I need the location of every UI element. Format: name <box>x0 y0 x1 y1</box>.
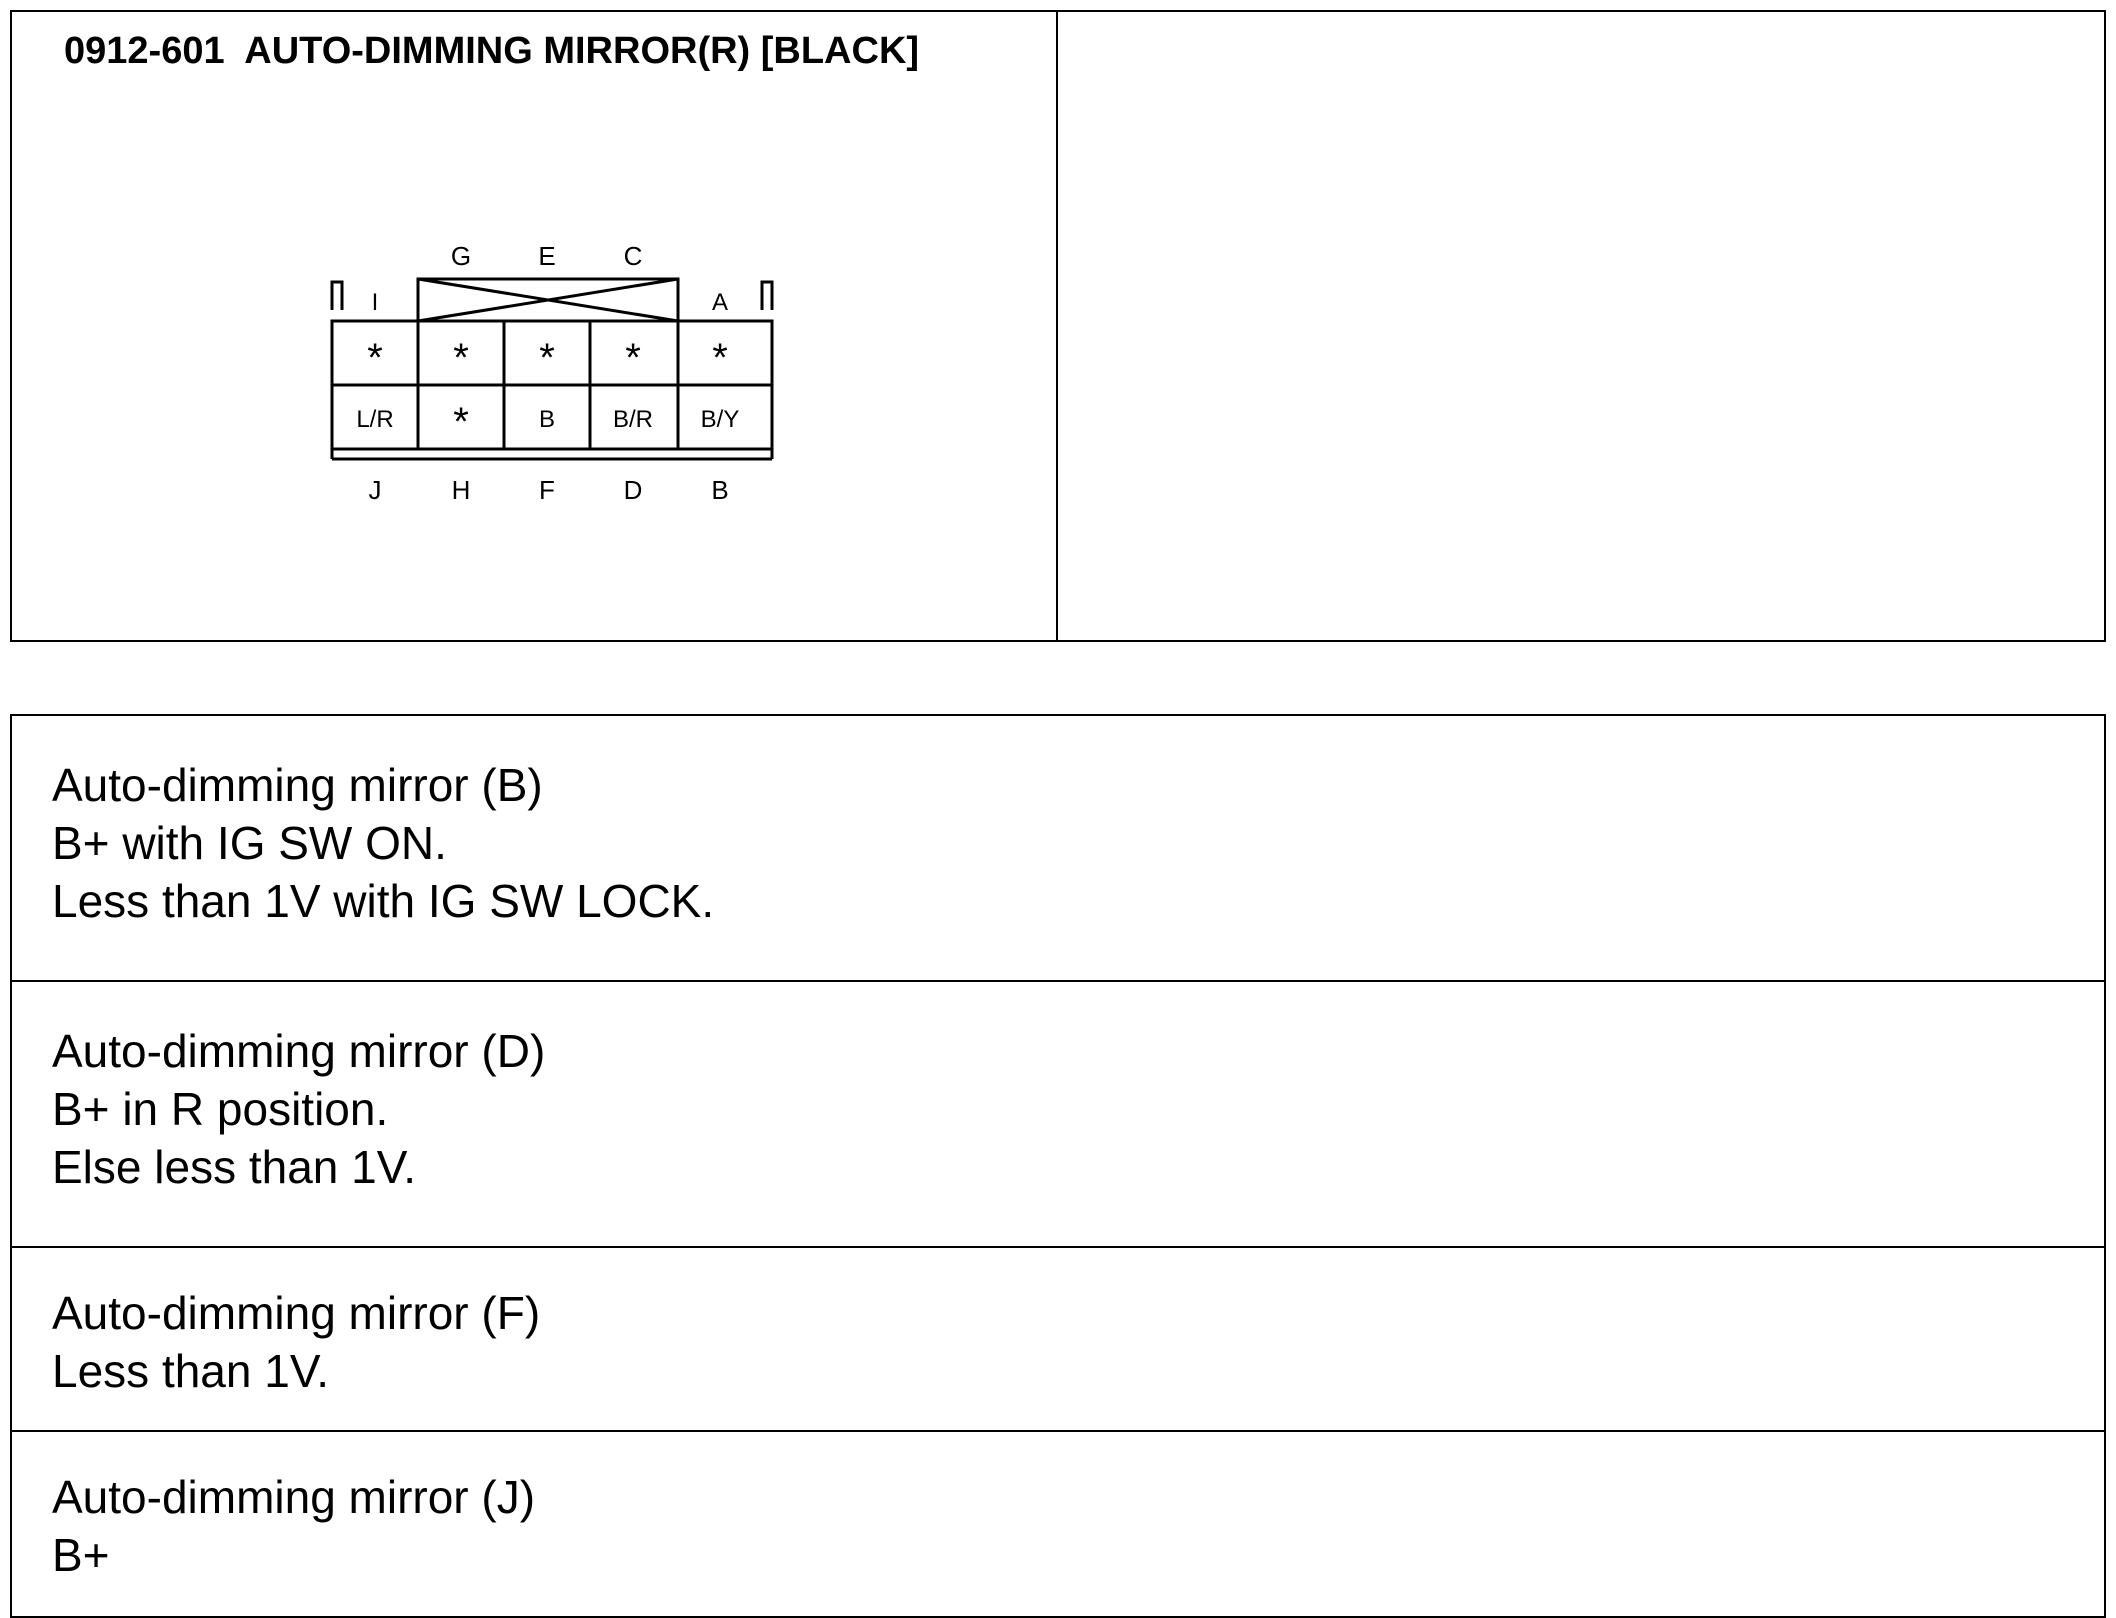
note-row-d <box>12 982 2104 1248</box>
pin-label-i: I <box>371 289 379 316</box>
note-heading: Auto-dimming mirror (J) <box>52 1471 536 1523</box>
note-line: B+ with IG SW ON. <box>52 817 447 869</box>
pin-label-g: G <box>450 241 472 271</box>
pin-label-h: H <box>451 475 471 505</box>
note-row-f <box>12 1248 2104 1432</box>
pin-label-c: C <box>623 241 643 271</box>
note-heading: Auto-dimming mirror (B) <box>52 759 543 811</box>
pin-e-wire: * <box>539 336 555 380</box>
pin-i-wire: * <box>367 336 383 380</box>
connector-diagram <box>312 222 792 522</box>
pin-j-wire: L/R <box>356 406 394 433</box>
pin-g-wire: * <box>453 336 469 380</box>
pin-h-wire: * <box>453 400 469 444</box>
pin-f-wire: B <box>538 406 556 433</box>
note-line: B+ <box>52 1529 110 1581</box>
pin-label-b: B <box>711 475 729 505</box>
pin-a-wire: * <box>712 336 728 380</box>
connector-title: 0912-601 AUTO-DIMMING MIRROR(R) [BLACK] <box>64 30 920 72</box>
pin-d-wire: B/R <box>612 406 654 433</box>
note-line: B+ in R position. <box>52 1083 389 1135</box>
pin-label-a: A <box>711 289 729 316</box>
note-line: Else less than 1V. <box>52 1141 416 1193</box>
pin-label-d: D <box>623 475 643 505</box>
note-row-b <box>12 716 2104 982</box>
pin-label-j: J <box>368 475 382 505</box>
pin-c-wire: * <box>625 336 641 380</box>
note-line: Less than 1V with IG SW LOCK. <box>52 875 715 927</box>
notes-table <box>10 714 2106 1618</box>
empty-panel <box>1056 10 2106 642</box>
note-row-j <box>12 1432 2104 1616</box>
pin-label-e: E <box>538 241 556 271</box>
note-line: Less than 1V. <box>52 1345 330 1397</box>
connector-panel <box>10 10 1058 642</box>
note-heading: Auto-dimming mirror (D) <box>52 1025 546 1077</box>
note-heading: Auto-dimming mirror (F) <box>52 1287 541 1339</box>
pin-b-wire: B/Y <box>700 406 740 433</box>
pin-label-f: F <box>539 475 555 505</box>
